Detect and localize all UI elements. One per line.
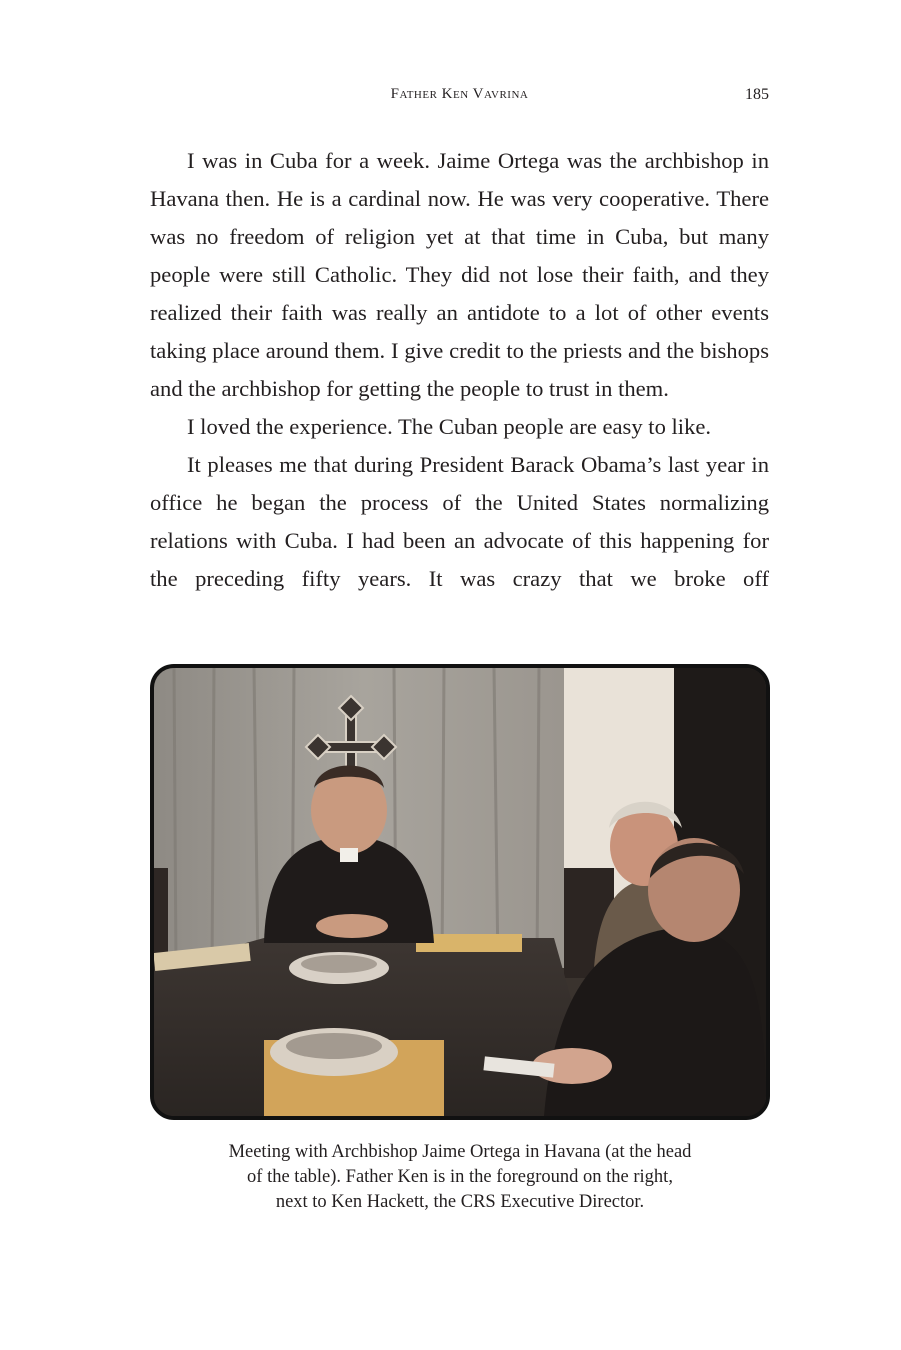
paragraph: I loved the experience. The Cuban people are easy to like. xyxy=(187,414,712,439)
running-header xyxy=(150,86,769,112)
meeting-photo xyxy=(150,664,770,1120)
caption-line: of the table). Father Ken is in the foreground on the right, xyxy=(247,1167,673,1187)
page-number: 185 xyxy=(745,86,769,103)
photo-image xyxy=(154,668,766,1116)
caption-line: Meeting with Archbishop Jaime Ortega in Havana (at the head xyxy=(228,1142,692,1162)
body-text xyxy=(150,142,769,598)
paragraph: I was in Cuba for a week. Jaime Ortega was the archbishop in Havana then. He is a cardinal now. He was very cooperative. There was no freedom of religion yet at that time in Cuba, but many people were still Catholic. They did not lose their faith, and they realized their faith was really an antidote to a lot of other events taking place around them. I give credit to the priests and the bishops and the archbishop for getting the people to trust in them. xyxy=(150,148,769,401)
running-title: Father Ken Vavrina xyxy=(390,86,529,102)
photo-caption xyxy=(180,1140,740,1215)
paragraph: It pleases me that during President Barack Obama’s last year in office he began the process of the United States normalizing relations with Cuba. I had been an advocate of this happening for the preceding fifty years. It was crazy that we broke off xyxy=(150,452,769,591)
caption-line: next to Ken Hackett, the CRS Executive Director. xyxy=(275,1192,645,1212)
